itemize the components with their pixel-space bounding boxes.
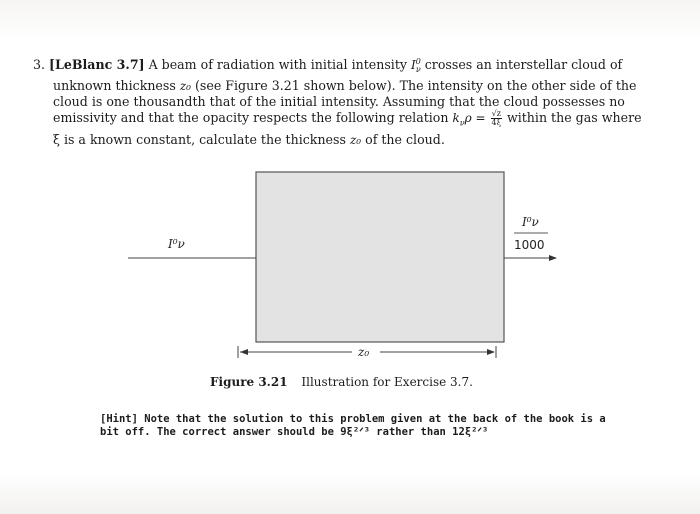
problem-text: (see Figure 3.21 shown below). The intensity on the other side of the: [195, 78, 637, 94]
outgoing-intensity-numerator: I⁰ν: [522, 215, 539, 229]
problem-text: ξ is a known constant, calculate the thickness: [53, 131, 346, 147]
figure-caption: [210, 375, 473, 389]
correct-answer: 9ξ²ᐟ³: [340, 426, 370, 438]
relation-fraction: $\frac{√z}{4\xi}$: [491, 109, 502, 128]
problem-text: unknown thickness: [53, 78, 176, 94]
intensity-symbol: $I^0_\nu$: [411, 57, 421, 75]
caption-number: Figure 3.21: [210, 375, 288, 389]
problem-text: of the cloud.: [365, 131, 445, 147]
caption-title: Illustration for Exercise 3.7.: [301, 375, 473, 389]
hint-line-2: bit off. The correct answer should be 9ξ²ᐟ³ rather than 12ξ²ᐟ³: [100, 426, 489, 438]
thickness-symbol: z₀: [179, 79, 191, 94]
outgoing-intensity-denominator: 1000: [514, 238, 545, 252]
problem-reference: [LeBlanc 3.7]: [49, 57, 145, 72]
thickness-label: z₀: [358, 345, 370, 359]
problem-number: 3.: [33, 57, 46, 72]
wrong-answer: 12ξ²ᐟ³: [452, 426, 489, 438]
incoming-intensity-label: I⁰ν: [168, 237, 185, 251]
problem-text: crosses an interstellar cloud of: [424, 57, 623, 72]
hint-note: [100, 413, 640, 439]
cloud-box: [256, 172, 504, 342]
problem-text: within the gas where: [506, 110, 642, 126]
problem-text: emissivity and that the opacity respects the following relation: [53, 110, 449, 126]
problem-text: A beam of radiation with initial intensity: [148, 57, 407, 72]
opacity-relation: $k_\nu\rho$ =: [452, 111, 486, 128]
thickness-symbol: z₀: [349, 132, 362, 147]
hint-line-1: [Hint] Note that the solution to this problem given at the back of the book is a: [100, 413, 606, 425]
problem-text: cloud is one thousandth that of the initial intensity. Assuming that the cloud possesses no: [53, 94, 625, 110]
